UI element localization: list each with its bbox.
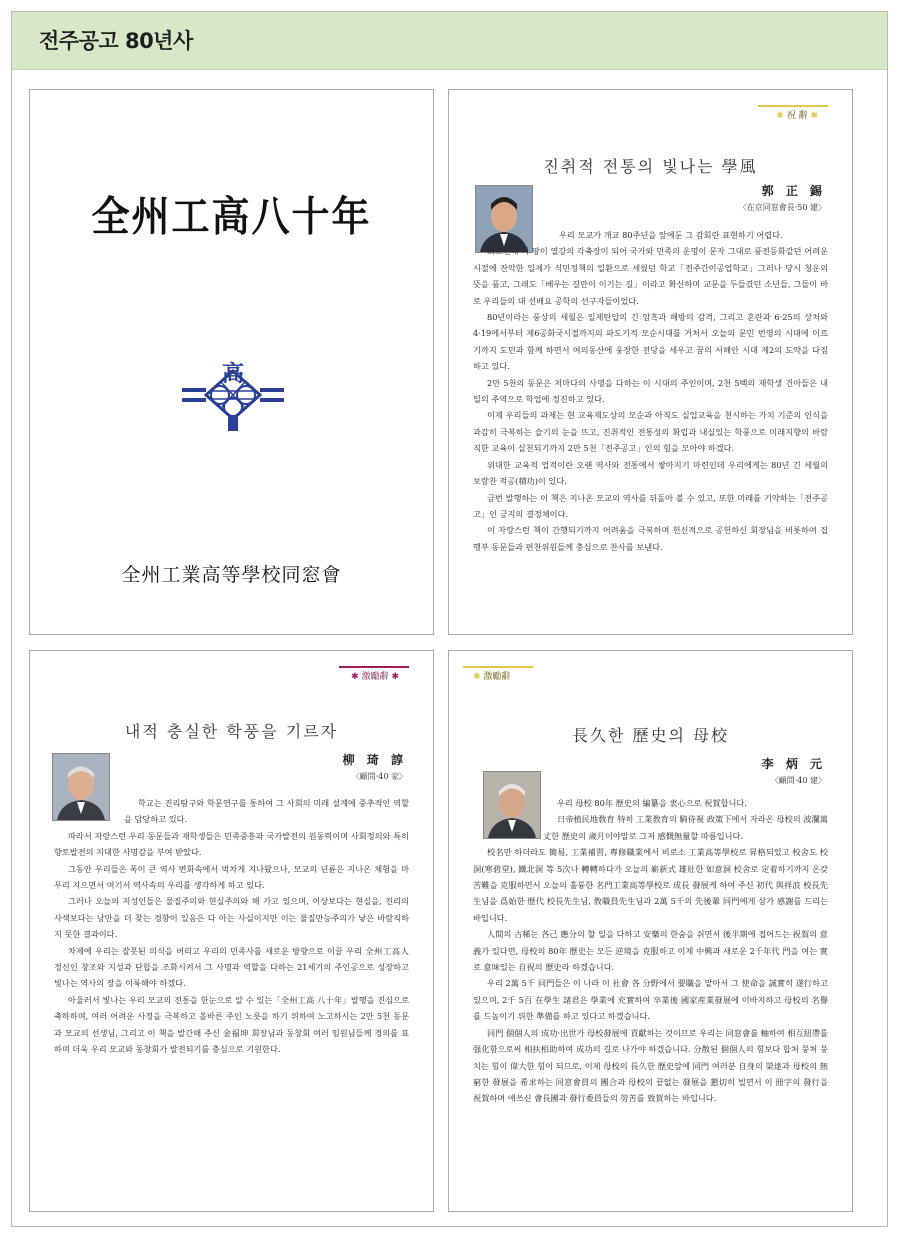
emblem-char: 高 xyxy=(221,361,245,387)
section-badge: ✱ 祝 辭 ✱ xyxy=(776,111,818,121)
author-name: 柳 琦 諄 xyxy=(342,753,407,767)
paragraph: 우리 母校 80年 歷史의 編纂을 衷心으로 祝賀합니다. xyxy=(557,798,747,808)
paragraph: 금번 발행하는 이 책은 지나온 모교의 역사를 뒤돌아 볼 수 있고, 또한 미래를 기약하는「전주공고」인 긍지의 결정체이다. xyxy=(473,492,828,519)
page-title: 전주공고 80년사 xyxy=(39,29,193,53)
paragraph: 차제에 우리는 잘못된 의식을 버리고 우리의 민족사를 새로운 방향으로 이끌 우리 全州工高人 정신인 창조와 지성과 단합을 조화시켜서 그 사명과 역할을 다하는 21세기의 주인공으로 성장하고 빛나는 역사의 장을 이룩해야 하겠다. xyxy=(54,945,409,989)
author-name: 郭 正 錫 xyxy=(761,184,826,198)
author-name: 李 炳 元 xyxy=(761,757,826,771)
article-title: 진취적 전통의 빛나는 學風 xyxy=(543,157,758,176)
cover-calligraphy-title: 全州工高八十年 xyxy=(91,191,372,241)
author-block xyxy=(762,755,826,786)
paragraph: 2만 5천의 동문은 저마다의 사명을 다하는 이 시대의 주인이며, 2천 5백의 재학생 건아들은 내일의 주역으로 학업에 정진하고 있다. xyxy=(473,377,828,405)
paragraph: 회고컨대 이 땅이 열강의 각축장이 되어 국가와 민족의 운명이 문자 그대로 풍전등화같던 어려운 시절에 잔악한 일제가 식민정책의 일환으로 세웠던 학교「전주간이공업학교」그러나 당시 청운의 뜻을 품고, 그래도「배우는 길만이 이기는 길」이라고 확신하며 교문을 두들겼던 소년들, 그들이 바로 우리들의 대 선배요 공학의 선구자들이었다. xyxy=(473,246,828,306)
author-role: 〈顧問·40 建〉 xyxy=(770,776,826,785)
paragraph: 위대한 교육적 업적이란 오랜 역사와 전통에서 쌓아지기 마련인데 우리에게는 80년 긴 세월의 보람찬 적공(積功)이 있다. xyxy=(473,459,828,487)
paragraph: 그러나 오늘의 지성인들은 물질주의와 현실주의와 해 가고 있으며, 이상보다는 현실을, 진리의 사색보다는 낭만을 더 찾는 경향이 있음은 다 아는 사실이지만 이는 물질만능주의가 낳은 바람직하지 못한 결과이다. xyxy=(54,896,409,940)
paragraph: 人間의 古稀는 各己 應分의 할 일을 다하고 安樂의 한숨을 쉬면서 後半期에 접어드는 祝賀의 意義가 있다면, 母校의 80年 歷史는 모든 逆境을 克服하고 이제 中興과 새로운 2千年代 門을 여는 實로 意味있는 自祝의 歷史라 하겠습니다. xyxy=(473,929,828,973)
section-badge: ✱ 激勵辭 ✱ xyxy=(351,672,399,682)
cover-publisher: 全州工業高等學校同窓會 xyxy=(121,564,342,586)
paragraph: 日帝植民地敎育 特히 工業敎育의 騎侍視 政策下에서 자라온 母校의 波瀾萬丈한 歷史의 歲月이야말로 그저 感慨無量할 따름입니다. xyxy=(543,814,828,841)
paragraph: 이 자랑스런 책이 간행되기까지 어려움을 극복하며 헌신적으로 공헌하신 회장님을 비롯하여 집행부 동문들과 편찬위원들께 충심으로 찬사를 보낸다. xyxy=(473,525,828,552)
paragraph: 우리 모교가 개교 80주년을 앞에둔 그 감회란 표현하기 어렵다. xyxy=(559,230,783,240)
badge-rule xyxy=(339,666,409,668)
paragraph: 校名만 하더라도 簡易, 工業補習, 專修職業에서 비로소 工業高等學校로 昇格되었고 校舍도 校洞(寒碧堂), 鐵北洞 等 5次나 轉轉하다가 오늘의 嶄新式 雄壯한 如意洞 校舍로 定着하기까지 온갖 苦難을 克服하면서 오늘의 훌륭한 名門工業高等學校로 成長 發展케 하여 주신 初代 與祥浪 校長先生님을 爲始한 歷代 校長先生님, 敎職員先生님과 2萬 5千의 先後輩 同門에게 삼가 感謝를 드리는 바입니다. xyxy=(473,847,828,923)
article-body xyxy=(473,795,828,1107)
badge-rule xyxy=(463,666,533,668)
paragraph: 同門 個個人의 成功·出世가 母校發展에 貢獻하는 것이므로 우리는 同窓會를 軸하여 相互紐帶를 强化함으로써 相扶相助하여 成功의 길로 나가야 하겠습니다. 分散된 個個人의 힘보다 합쳐 뭉쳐 뭉치는 힘이 偉大한 힘이 되므로, 이제 母校의 長久한 歷史앞에 同門 여러분 自身의 榮達과 母校의 無窮한 發展을 希求하는 同窓會員의 團合과 母校의 끝없는 發展을 懇切히 빌면서 이 冊字의 發行을 祝賀하며 애쓰신 會長團과 發行委員들의 勞苦를 致賀하는 바입니다. xyxy=(473,1027,828,1104)
paragraph: 학교는 진리탐구와 학문연구를 통하여 그 사회의 미래 설계에 중추적인 역할을 담당하고 있다. xyxy=(124,798,409,825)
author-role: 〈顧問·40 家〉 xyxy=(351,772,407,781)
article-title: 내적 충실한 학풍을 기르자 xyxy=(124,722,339,741)
article-title: 長久한 歷史의 母校 xyxy=(571,726,730,745)
paragraph: 아울러서 빛나는 우리 모교의 전통을 한눈으로 알 수 있는「全州工高 八十年」발행을 진심으로 축하하며, 여러 어려운 사정을 극복하고 올바른 주인 노릇을 하기 위하여 노고하시는 2만 5천 동문과 모교의 선생님, 그리고 이 책을 발간해 주신 金福坤 회장님과 동창회 여러 임원님들께 경의를 표하며 더욱 우리 모교와 동창회가 발전되기를 충심으로 기원한다. xyxy=(54,994,409,1055)
badge-rule xyxy=(758,105,828,107)
article-body xyxy=(473,227,828,555)
article-page-1 xyxy=(448,89,853,635)
section-badge: ✱ 激勵辭 xyxy=(473,672,511,682)
author-block xyxy=(739,182,826,213)
author-role: 〈在京同窓會長·50 建〉 xyxy=(738,203,826,212)
author-block xyxy=(343,751,407,782)
article-body xyxy=(54,795,409,1058)
article-page-3 xyxy=(448,650,853,1212)
paragraph: 따라서 자랑스런 우리 동문들과 재학생들은 민족중흥과 국가발전의 원동력이며 사회정의와 특히 향토발전의 지대한 사명감을 부여 받았다. xyxy=(54,830,409,858)
paragraph: 그동안 우리들은 폭이 큰 역사 변화속에서 벅차게 지나왔으나, 모교의 년륜은 지나온 체험을 마무리 지으면서 여기서 역사속의 우리를 생각하게 하고 있다. xyxy=(54,863,409,891)
paragraph: 80년이라는 풍상의 세월은 일제탄압의 긴 암흑과 해방의 감격, 그리고 혼란과 6·25의 상처와 4·19에서부터 제6공화국시절까지의 파도기적 모순시대를 거쳐서 오늘의 문민 번영의 시대에 이르기까지 도민과 함께 하면서 여의동산에 웅장한 전당을 세우고 꿈의 서해안 시대 제2의 도약을 다짐하고 있다. xyxy=(473,312,828,372)
school-emblem-icon xyxy=(182,361,284,433)
article-page-2 xyxy=(29,650,434,1212)
paragraph: 이제 우리들의 과제는 현 교육제도상의 모순과 아직도 실업교육을 천시하는 가치 기준의 인식을 과감히 극복하는 슬기의 눈을 뜨고, 진취적인 전통성의 확립과 내실있는 학풍으로 미래지향의 바람직한 교육이 실천되기까지 2만 5천「전주공고」인의 힘을 모아야 하겠다. xyxy=(473,410,828,454)
cover-page xyxy=(29,89,434,635)
paragraph: 우리 2萬 5千 同門들은 이 나라 이 社會 各 分野에서 要職을 맡아서 그 使命을 誠實히 遂行하고 있으며, 2千 5百 在學生 諸君은 學業에 充實하여 卒業後 國家産業發展에 이바지하고 母校의 名譽를 드높이기 위한 準備를 하고 있다고 하겠습니다. xyxy=(473,978,828,1022)
header-bar xyxy=(12,12,887,70)
